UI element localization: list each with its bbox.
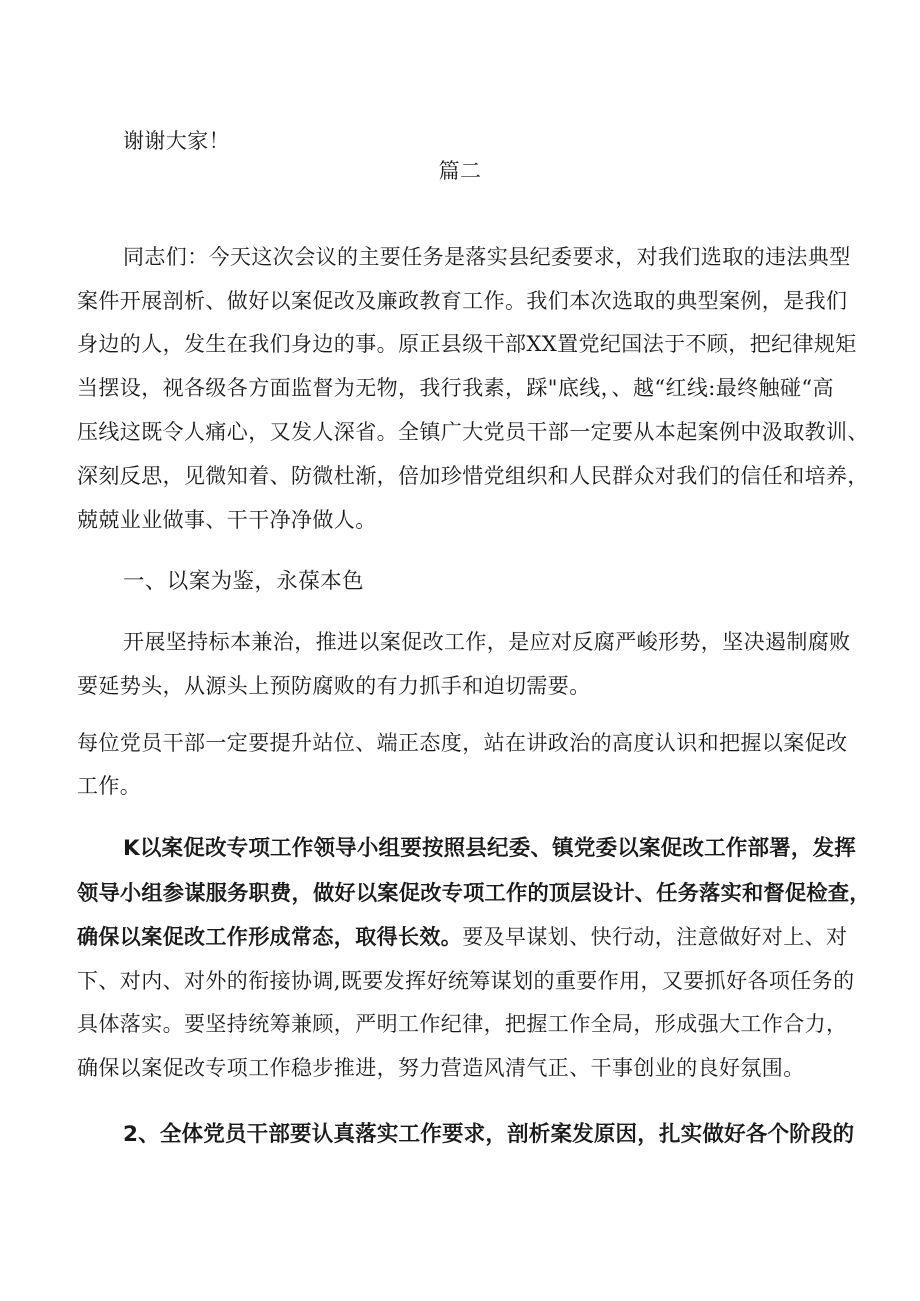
paragraph-line: 工作。 [77,774,142,798]
paragraph-line-mixed [77,922,847,952]
closing-text: 谢谢大家！ [123,129,230,153]
paragraph-line-bold: 领导小组参谋服务职费，做好以案促改专项工作的顶层设计、任务落实和督促检查， [77,881,871,906]
paragraph-line: 下、对内、对外的衔接协调,既要发挥好统筹谋划的重要作用，又要抓好各项任务的 [77,969,855,993]
normal-segment: 要及早谋划、快行动，注意做好对上、对 [462,925,848,949]
paragraph-line: 深刻反思，见微知着、防微杜渐，倍加珍惜党组织和人民群众对我们的信任和培养， [77,464,869,488]
paragraph-line: 每位党员干部一定要提升站位、端正态度，站在讲政治的高度认识和把握以案促改 [77,731,848,755]
paragraph-line: 兢兢业业做事、干干净净做人。 [77,508,377,532]
paragraph-line: 同志们：今天这次会议的主要任务是落实县纪委要求，对我们选取的违法典型 [123,245,851,269]
paragraph-line: 具体落实。要坚持统筹兼顾，严明工作纪律，把握工作全局，形成强大工作合力， [77,1012,848,1036]
section-title: 篇二 [438,159,482,183]
paragraph-line-bold: K以案促改专项工作领导小组要按照县纪委、镇党委以案促改工作部署，发挥 [123,836,856,861]
paragraph-line: 身边的人，发生在我们身边的事。原正县级干部XX置党纪国法于不顾，把纪律规矩 [77,332,857,356]
paragraph-line: 确保以案促改专项工作稳步推进，努力营造风清气正、干事创业的良好氛围。 [77,1056,805,1080]
bold-segment: 确保以案促改工作形成常态，取得长效。 [77,925,463,949]
paragraph-line: 当摆设，视各级各方面监督为无物，我行我素，踩"底线，、越“红线:最终触碰“高 [77,376,834,400]
section-heading: 一、以案为鉴，永葆本色 [123,569,364,594]
paragraph-line: 开展坚持标本兼治，推进以案促改工作，是应对反腐严峻形势，坚决遏制腐败 [123,630,851,654]
paragraph-line: 要延势头，从源头上预防腐败的有力抓手和迫切需要。 [77,674,591,698]
paragraph-line: 案件开展剖析、做好以案促改及廉政教育工作。我们本次选取的典型案例，是我们 [77,289,848,313]
paragraph-line-bold: 2、全体党员干部要认真落实工作要求，剖析案发原因，扎实做好各个阶段的 [123,1122,855,1147]
paragraph-line: 压线这既令人痛心，又发人深省。全镇广大党员干部一定要从本起案例中汲取教训、 [77,420,869,444]
